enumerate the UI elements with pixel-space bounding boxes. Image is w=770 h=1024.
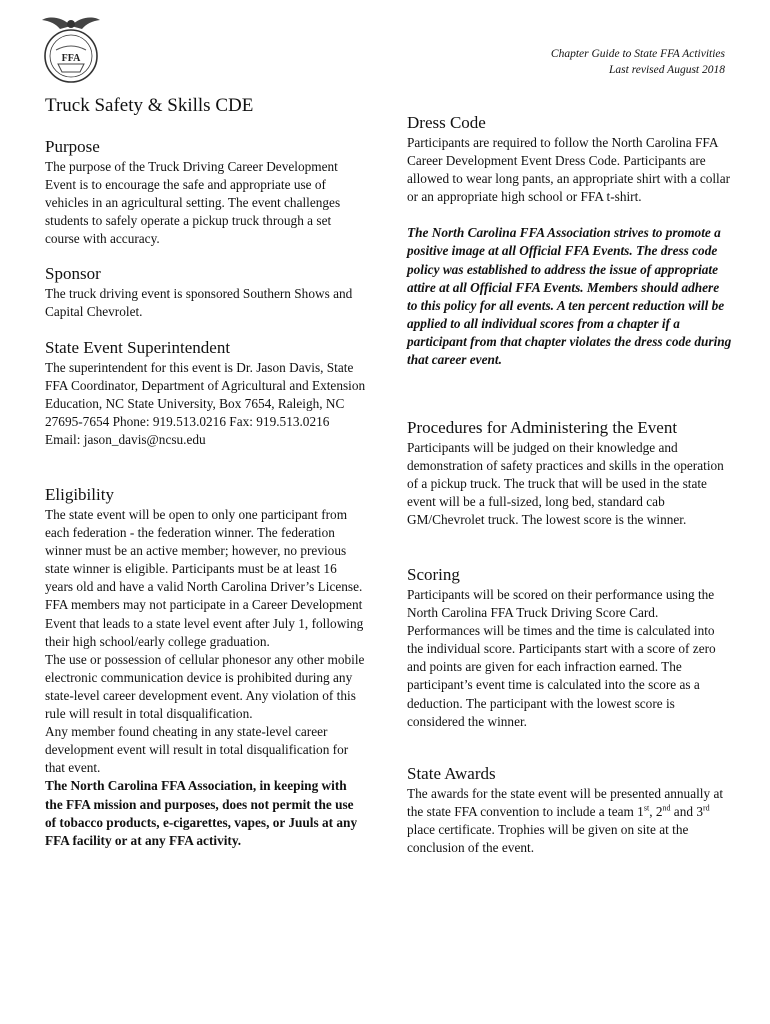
dress-code-body: Participants are required to follow the North Carolina FFA Career Development Event Dress Code. Participants are allowed to wear long pants, an appropriate shirt with a collar or an appropriate high school or FFA t-shirt. [407, 135, 731, 205]
eligibility-para-2: The use or possession of cellular phonesor any other mobile electronic communication device is prohibited during any state-level career development event. Any violation of this rule will result in total disqualification. [45, 651, 365, 722]
awards-sup-3: rd [702, 803, 710, 813]
page-title: Truck Safety & Skills CDE [45, 95, 254, 116]
awards-heading: State Awards [407, 764, 496, 783]
header-note [551, 46, 725, 78]
awards-body [407, 785, 732, 857]
eligibility-section [45, 484, 367, 850]
ffa-emblem-label [62, 53, 81, 64]
awards-sep-2: and 3 [670, 804, 703, 820]
dress-code-heading: Dress Code [407, 113, 486, 132]
procedures-heading: Procedures for Administering the Event [407, 418, 678, 437]
awards-text-start: The awards for the state event will be presented annually at the state FFA convention to include a team 1 [407, 786, 724, 820]
scoring-section [407, 564, 732, 731]
sponsor-section [45, 263, 367, 321]
svg-text:FFA: FFA [61, 53, 81, 64]
scoring-body: Participants will be scored on their performance using the North Carolina FFA Truck Driving Score Card. Performances will be times and the time is calculated into the individual score. Participants start with a score of zero and points are given for each infraction earned. The participant’s event time is calculated into the score as a deduction. The participant with the lowest score is considered the winner. [407, 587, 716, 729]
scoring-heading: Scoring [407, 565, 460, 584]
ffa-emblem-icon [40, 14, 102, 84]
superintendent-heading: State Event Superintendent [45, 338, 231, 357]
purpose-section [45, 136, 367, 248]
purpose-body: The purpose of the Truck Driving Career Development Event is to encourage the safe and appropriate use of vehicles in an agricultural setting. The event challenges students to safely operate a pickup truck through a set course with accuracy. [45, 159, 341, 247]
dress-code-section [407, 112, 732, 369]
header-line-2: Last revised August 2018 [609, 64, 725, 76]
awards-sup-2: nd [662, 803, 671, 813]
header-line-1: Chapter Guide to State FFA Activities [550, 48, 725, 60]
tobacco-policy: The North Carolina FFA Association, in keeping with the FFA mission and purposes, does not permit the use of tobacco products, e-cigarettes, vapes, or Juuls at any FFA facility or at any FFA activity. [45, 778, 358, 848]
awards-sep-1: , 2 [649, 804, 663, 820]
sponsor-heading: Sponsor [45, 264, 101, 283]
superintendent-section [45, 337, 367, 449]
eligibility-para-3: Any member found cheating in any state-level career development event will result in total disqualification for that event. [45, 724, 349, 776]
procedures-body: Participants will be judged on their knowledge and demonstration of safety practices and skills in the operation of a pickup truck. The truck that will be used in the state event will be a full-sized, long bed, standard cab GM/Chevrolet truck. The lowest score is the winner. [407, 440, 724, 528]
procedures-section [407, 417, 732, 529]
dress-code-policy: The North Carolina FFA Association strives to promote a positive image at all Official FFA Events. The dress code policy was established to address the issue of appropriate attire at all Official FFA Events. Members should adhere to this policy for all events. A ten percent reduction will be applied to all individual scores from a chapter if a participant from that chapter violates the dress code during that career event. [407, 225, 732, 368]
eligibility-heading: Eligibility [45, 485, 114, 504]
eligibility-para-1: The state event will be open to only one participant from each federation - the federation winner. The federation winner must be an active member; however, no previous state winner is eligible. Participants must be at least 16 years old and have a valid North Carolina Driver’s License. FFA members may not participate in a Career Development Event that leads to a state level event after July 1, following their high school/early college graduation. [45, 507, 364, 649]
purpose-heading: Purpose [45, 137, 100, 156]
superintendent-body: The superintendent for this event is Dr. Jason Davis, State FFA Coordinator, Department of Agricultural and Extension Education, NC State University, Box 7654, Raleigh, NC 27695-7654 Phone: 919.513.0216 Fax: 919.513.0216 Email: jason_davis@ncsu.edu [45, 360, 366, 448]
sponsor-body: The truck driving event is sponsored Southern Shows and Capital Chevrolet. [45, 286, 353, 320]
awards-text-end: place certificate. Trophies will be given on site at the conclusion of the event. [407, 822, 689, 856]
awards-sup-1: st [643, 803, 650, 813]
awards-section [407, 763, 732, 857]
